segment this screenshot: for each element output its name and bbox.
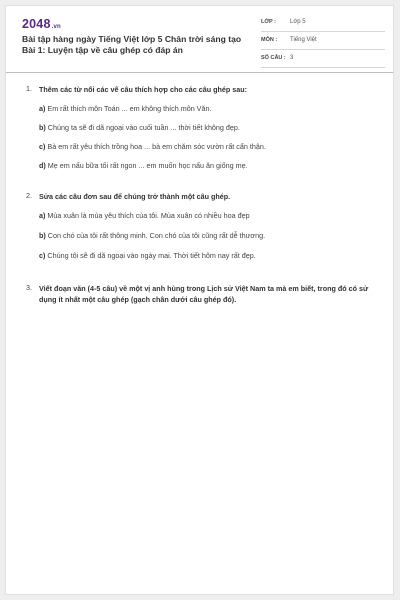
item-text: Mùa xuân là mùa yêu thích của tôi. Mùa xuân có nhiều hoa đẹp [47,211,250,220]
question-3 [26,283,381,305]
answer-item [39,211,381,221]
item-label: a) [39,104,46,113]
site-logo[interactable] [22,17,61,31]
item-text: Chúng tôi sẽ đi dã ngoại vào ngày mai. Thời tiết hôm nay rất đẹp. [47,251,256,260]
question-number: 3. [26,283,32,292]
meta-value-grade: Lớp 5 [290,19,306,25]
question-text: Sửa các câu đơn sau để chúng trở thành một câu ghép. [39,192,231,201]
question-text: Thêm các từ nối các vế câu thích hợp cho các câu ghép sau: [39,85,248,94]
logo-suffix: .vn [51,24,61,30]
item-text: Em rất thích môn Toán ... em không thích môn Văn. [47,104,212,113]
logo-text: 2048 [22,17,51,31]
item-label: a) [39,211,46,220]
question-number: 1. [26,84,32,93]
question-1 [26,84,381,171]
item-text: Bà em rất yêu thích trồng hoa ... bà em chăm sóc vườn rất cẩn thận. [47,142,266,151]
worksheet-header [6,6,393,73]
answer-item [39,104,381,114]
meta-key-count: SỐ CÂU : [261,55,286,61]
meta-value-count: 3 [290,55,294,61]
meta-key-grade: LỚP : [261,19,276,25]
worksheet-title: Bài tập hàng ngày Tiếng Việt lớp 5 Chân trời sáng tạo Bài 1: Luyện tập về câu ghép có đáp án [22,34,242,55]
answer-item [39,123,381,133]
answer-item [39,231,381,241]
meta-row-subject [261,34,385,50]
item-label: c) [39,142,46,151]
item-label: b) [39,123,46,132]
answer-item [39,142,381,152]
item-label: b) [39,231,46,240]
meta-value-subject: Tiếng Việt [290,37,317,43]
meta-row-count [261,52,385,68]
meta-table [261,16,385,70]
item-text: Mẹ em nấu bữa tối rất ngon ... em muốn học nấu ăn giống mẹ. [47,161,248,170]
question-number: 2. [26,191,32,200]
answer-item [39,251,381,261]
answer-item [39,161,381,171]
question-2 [26,191,381,261]
item-label: d) [39,161,46,170]
item-label: c) [39,251,46,260]
meta-row-grade [261,16,385,32]
worksheet-page [5,5,394,595]
questions-list [26,84,381,305]
item-text: Chúng ta sẽ đi dã ngoại vào cuối tuần ... thời tiết không đẹp. [47,123,240,132]
question-text: Viết đoạn văn (4-5 câu) về một vị anh hùng trong Lịch sử Việt Nam ta mà em biết, trong đó có sử dụng ít nhất một câu ghép (gạch chân dưới câu ghép đó). [39,284,369,304]
item-text: Con chó của tôi rất thông minh. Con chó của tôi cũng rất dễ thương. [47,231,266,240]
meta-key-subject: MÔN : [261,37,278,43]
